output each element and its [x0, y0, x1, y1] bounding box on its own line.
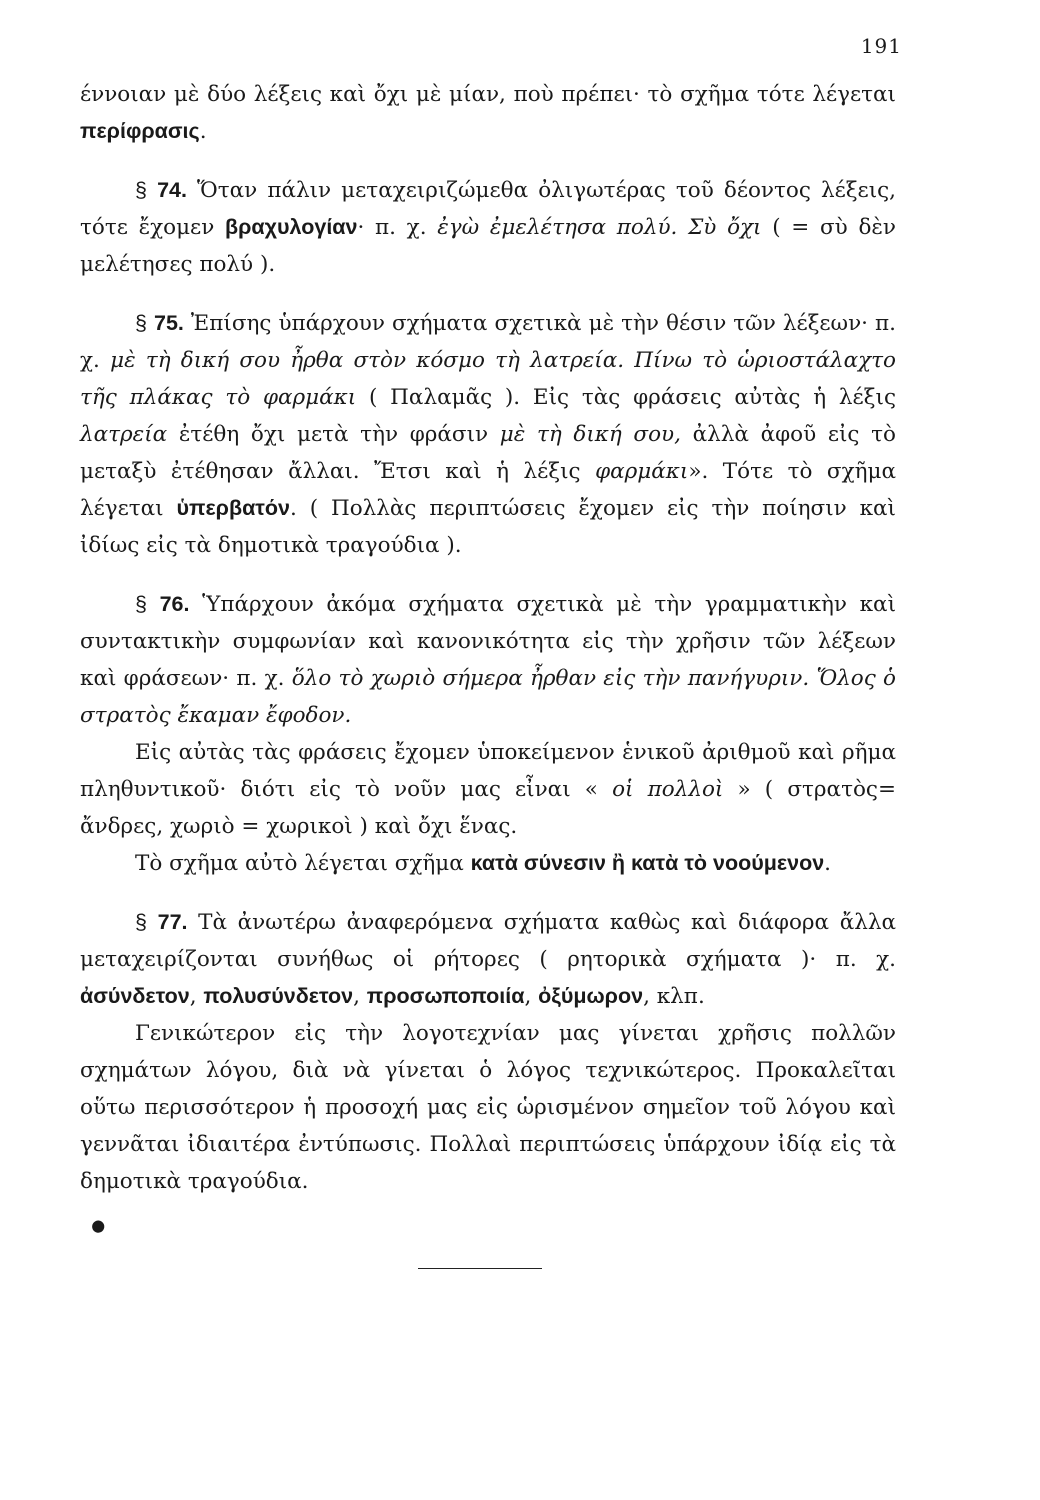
section-74 [80, 172, 896, 283]
section-75 [80, 305, 896, 564]
term-brachylogy: βραχυλογίαν [225, 215, 358, 239]
text-line: έννοιαν μὲ δύο λέξεις καὶ ὄχι μὲ μίαν, ποὺ πρέπει· τὸ σχῆμα τότε λέγεται [80, 82, 896, 107]
text: Ὑπάρχουν ἀκόμα σχήματα σχετικὰ μὲ τὴν γραμματικὴν καὶ συντακτικὴν συμφωνίαν καὶ κανονικότητα εἰς τὴν χρῆσιν τῶν λέξεων καὶ φράσεων· π. χ. [80, 592, 897, 691]
section-number: 74. [157, 178, 187, 202]
text: ἐτέθη ὄχι μετὰ τὴν φράσιν [178, 422, 489, 447]
section-sign: § [135, 910, 147, 934]
section-sign: § [135, 311, 147, 335]
example-text: λατρεία [80, 422, 168, 447]
page-body [80, 76, 896, 1200]
text: Ἐπίσης ὑπάρχουν σχήματα σχετικὰ μὲ τὴν θέσιν τῶν λέξεων· π. χ. [80, 311, 896, 373]
text: ( Παλαμᾶς ). Εἰς τὰς φράσεις αὐτὰς ἡ λέξις [369, 385, 896, 410]
term-polysyndeton: πολυσύνδετον [203, 984, 354, 1008]
section-76 [80, 586, 896, 734]
text: Εἰς αὐτὰς τὰς φράσεις ἔχομεν ὑποκείμενον ἑνικοῦ ἀριθμοῦ καὶ ρῆμα πληθυντικοῦ· διότι εἰς τὸ νοῦν μας εἶναι « [80, 740, 896, 802]
term-kata-synesin: κατὰ σύνεσιν ἢ κατὰ τὸ νοούμενον [470, 851, 825, 875]
paragraph-literature [80, 1015, 896, 1200]
example-text: οἱ πολλοὶ [612, 777, 724, 802]
example-text: μὲ τὴ δική σου ἦρθα στὸν κόσμο τὴ λατρεία. Πίνω τὸ ὡριοστάλαχτο τῆς πλάκας τὸ φαρμάκι [80, 348, 896, 410]
end-rule [418, 1268, 542, 1269]
separator: , [524, 984, 539, 1009]
example-text: ὅλο τὸ χωριὸ σήμερα ἦρθαν εἰς τὴν πανήγυριν. Ὅλος ὁ στρατὸς ἔκαμαν ἔφοδον. [80, 666, 897, 728]
section-77 [80, 904, 896, 1015]
separator: , [189, 984, 204, 1009]
example-text: μὲ τὴ δική σου, [499, 422, 681, 447]
section-sign: § [135, 592, 147, 616]
ink-mark: ● [87, 1213, 111, 1238]
text: Τὰ ἀνωτέρω ἀναφερόμενα σχήματα καθὼς καὶ διάφορα ἄλλα μεταχειρίζονται συνήθως οἱ ρήτορες ( ρητορικὰ σχήματα )· π. χ. [80, 910, 896, 972]
term-oxymoron: ὀξύμωρον [538, 984, 644, 1008]
term-periphrasis: περίφρασις [80, 119, 200, 143]
example-text: ἐγὼ ἐμελέτησα πολύ. Σὺ ὄχι [437, 215, 762, 240]
example-text: φαρμάκι [595, 459, 689, 484]
text: . [199, 119, 207, 144]
text: ( = σὺ δὲν μελέτησες πολύ ). [80, 215, 897, 277]
section-number: 76. [159, 592, 190, 616]
text: · π. χ. [357, 215, 427, 240]
text: Τὸ σχῆμα αὐτὸ λέγεται σχῆμα [135, 851, 464, 876]
text: » ( στρατὸς= ἄνδρες, χωριὸ = χωρικοὶ ) καὶ ὄχι ἕνας. [80, 777, 896, 839]
section-sign: § [135, 178, 147, 202]
term-hyperbaton: ὑπερβατόν [176, 496, 290, 520]
text: , κλπ. [643, 984, 705, 1009]
term-asyndeton: ἀσύνδετον [80, 984, 190, 1008]
text: ». Τότε τὸ σχῆμα λέγεται [80, 459, 896, 521]
paragraph-periphrasis [80, 76, 896, 150]
text: Γενικώτερον εἰς τὴν λογοτεχνίαν μας γίνεται χρῆσις πολλῶν σχημάτων λόγου, διὰ νὰ γίνεται ὁ λόγος τεχνικώτερος. Προκαλεῖται οὕτω περισσότερον ἡ προσοχή μας εἰς ὡρισμένον σημεῖον τοῦ λόγου καὶ γεννᾶται ἰδιαιτέρα ἐντύπωσις. Πολλαὶ περιπτώσεις ὑπάρχουν ἰδίᾳ εἰς τὰ δημοτικὰ τραγούδια. [80, 1021, 896, 1194]
separator: , [353, 984, 367, 1009]
section-number: 75. [154, 311, 184, 335]
paragraph-kata-synesin [80, 845, 896, 882]
text: Ὅταν πάλιν μεταχειριζώμεθα ὀλιγωτέρας τοῦ δέοντος λέξεις, τότε ἔχομεν [80, 178, 896, 240]
text: ἀλλὰ ἀφοῦ εἰς τὸ μεταξὺ ἐτέθησαν ἄλλαι. Ἔτσι καὶ ἡ λέξις [80, 422, 896, 484]
term-prosopopoeia: προσωποποιία [366, 984, 525, 1008]
section-number: 77. [157, 910, 188, 934]
paragraph-subject-verb [80, 734, 896, 845]
text: . [824, 851, 832, 876]
text: . ( Πολλὰς περιπτώσεις ἔχομεν εἰς τὴν ποίησιν καὶ ἰδίως εἰς τὰ δημοτικὰ τραγούδια ). [80, 496, 896, 558]
page-number: 191 [860, 34, 902, 58]
